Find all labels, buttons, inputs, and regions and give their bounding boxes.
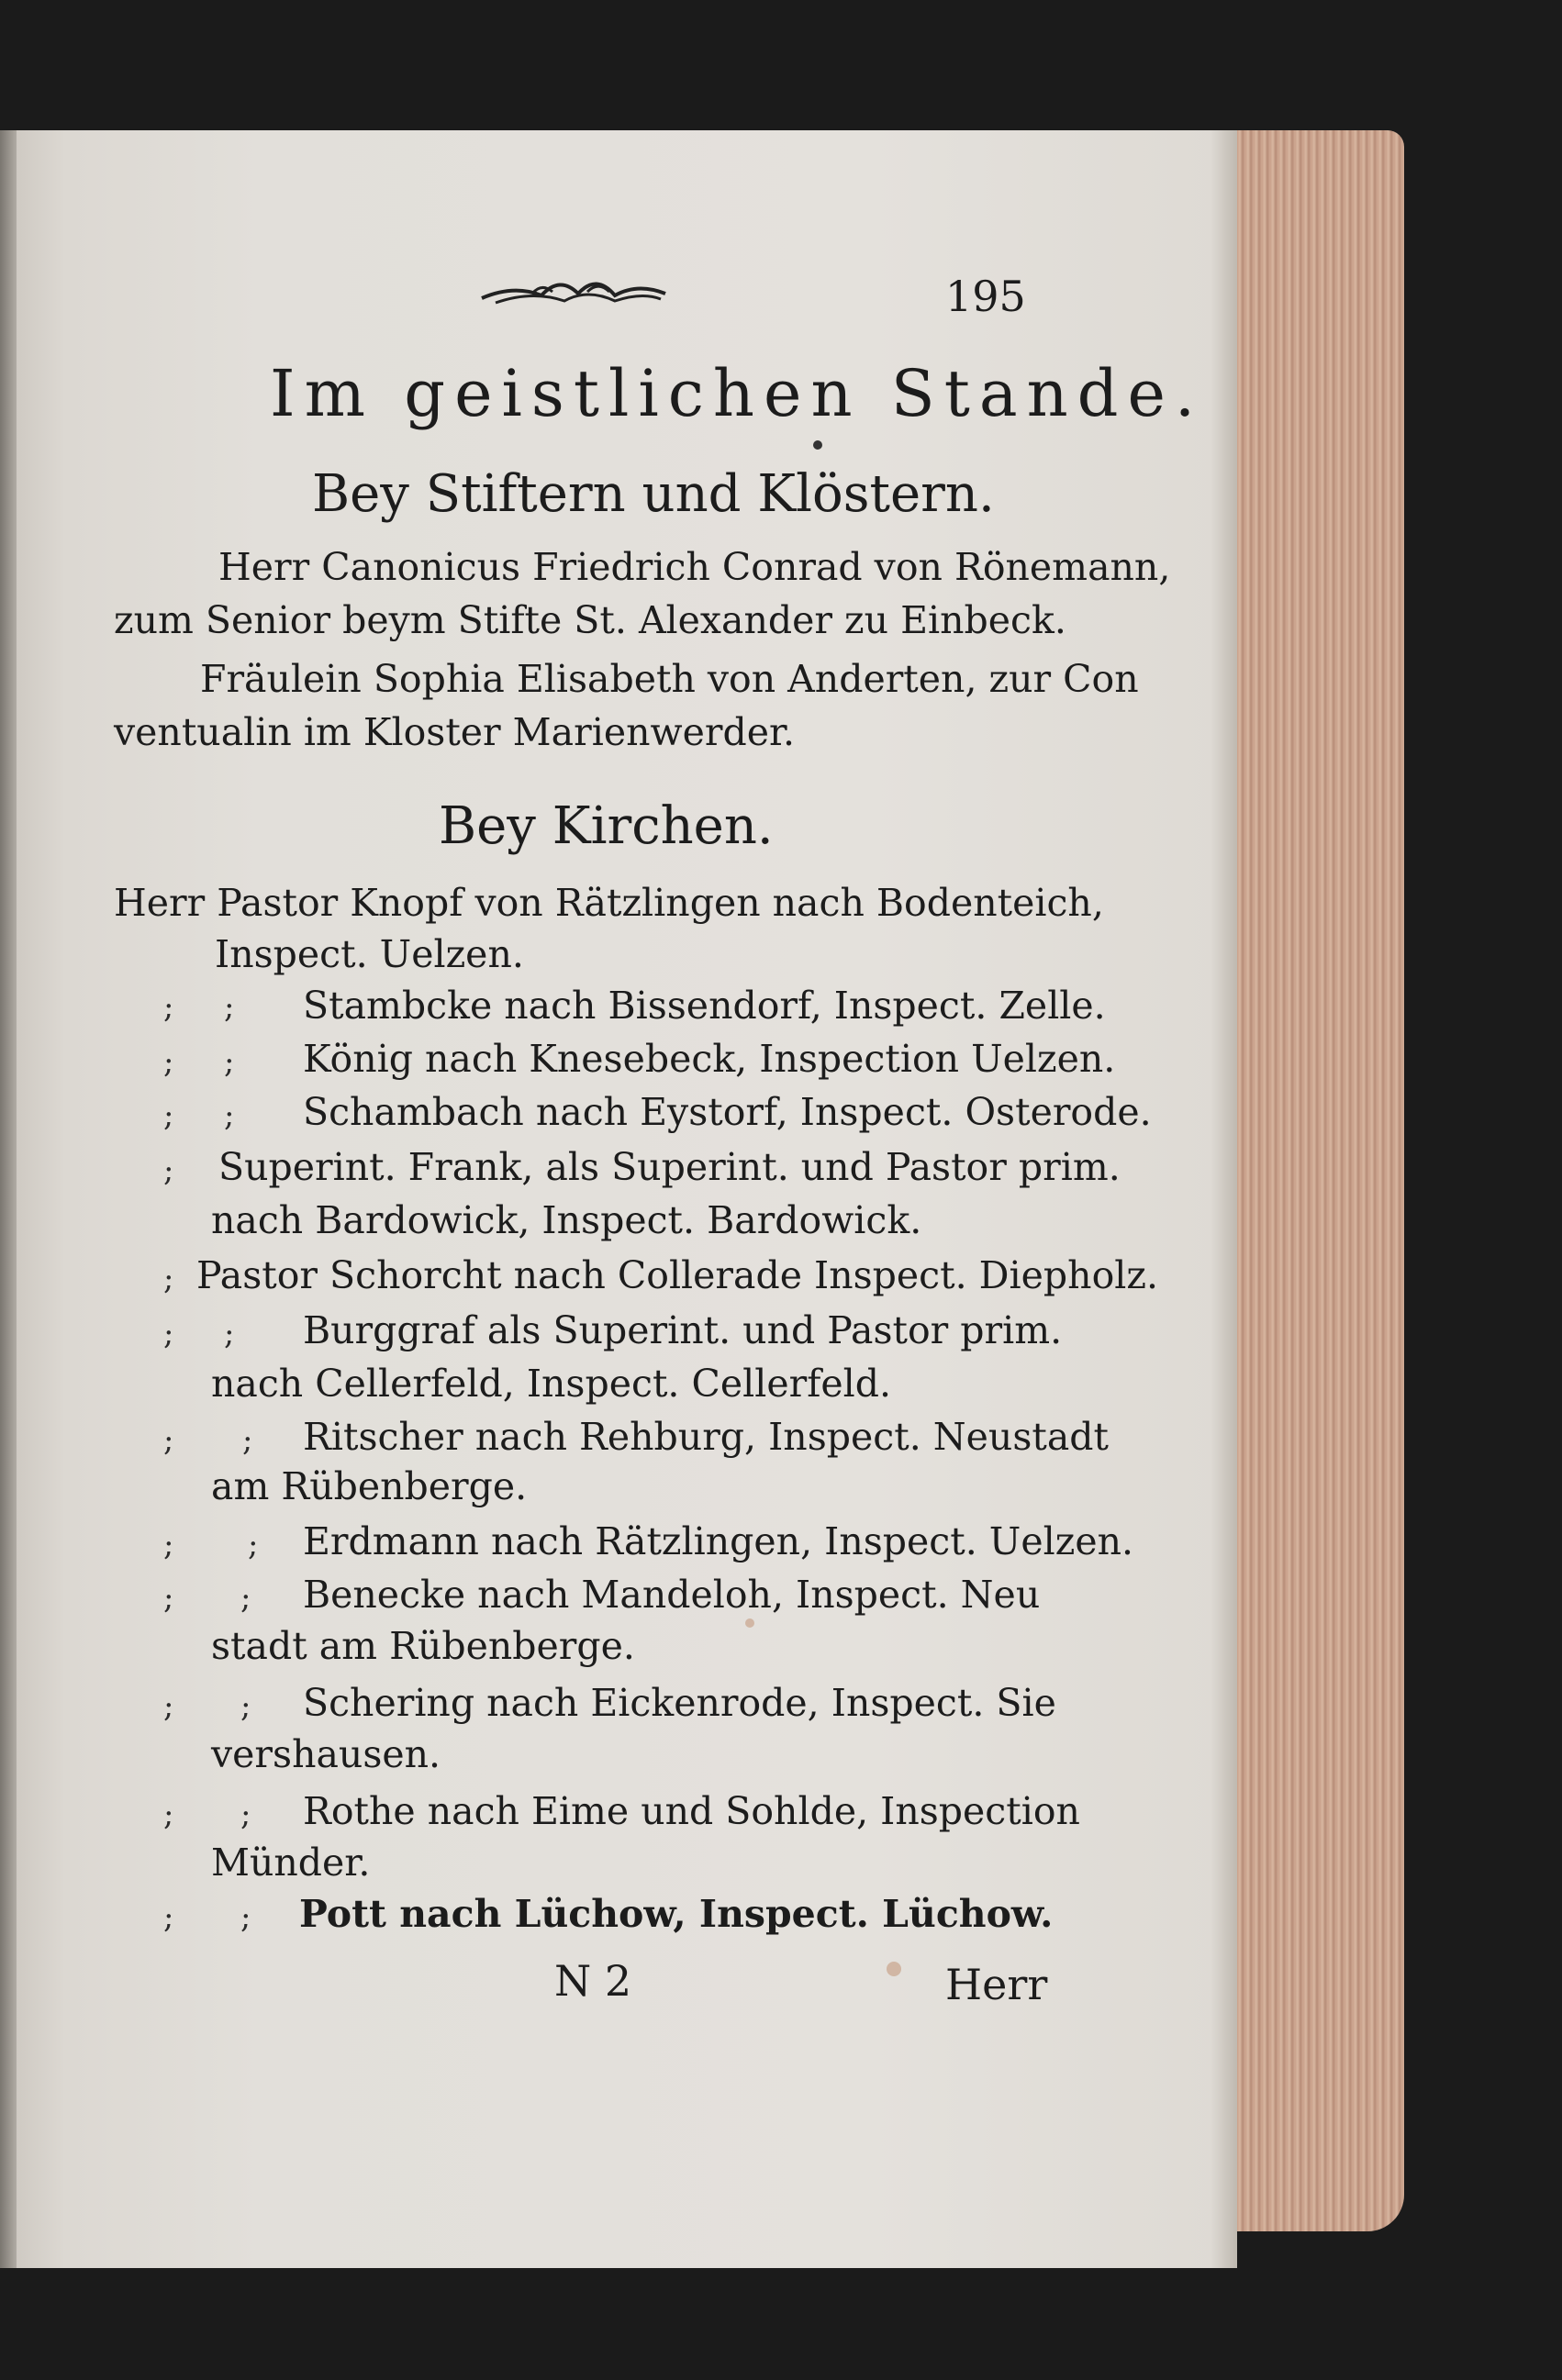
signature-mark: N 2 bbox=[554, 1956, 632, 2006]
entry-line: Inspect. Uelzen. bbox=[215, 932, 524, 976]
ditto-mark: ; bbox=[163, 989, 174, 1026]
ditto-mark: ; bbox=[163, 1580, 174, 1617]
ditto-mark: ; bbox=[240, 1899, 251, 1936]
ditto-mark: ; bbox=[163, 1261, 174, 1297]
entry-line: Herr Pastor Knopf von Rätzlingen nach Bodenteich, bbox=[114, 881, 1104, 925]
page-stain bbox=[745, 1618, 754, 1628]
entry-line: Ritscher nach Rehburg, Inspect. Neustadt bbox=[303, 1415, 1109, 1459]
entry-line: Benecke nach Mandeloh, Inspect. Neu bbox=[303, 1573, 1041, 1617]
page-right-edge bbox=[1211, 130, 1237, 2268]
ditto-mark: ; bbox=[163, 1044, 174, 1081]
ditto-mark: ; bbox=[240, 1580, 251, 1617]
entry-line: nach Cellerfeld, Inspect. Cellerfeld. bbox=[211, 1362, 892, 1406]
entry-line: Schambach nach Eystorf, Inspect. Osterode. bbox=[303, 1090, 1152, 1134]
entry-line: Münder. bbox=[211, 1841, 371, 1885]
ink-dot bbox=[813, 440, 822, 450]
entry-line: Pastor Schorcht nach Collerade Inspect. Diepholz. bbox=[196, 1253, 1159, 1297]
ditto-mark: ; bbox=[163, 1316, 174, 1352]
ditto-mark: ; bbox=[224, 1097, 235, 1134]
paragraph-line: Fräulein Sophia Elisabeth von Anderten, zur Con bbox=[200, 657, 1139, 701]
ornament-vignette bbox=[477, 266, 670, 321]
catchword: Herr bbox=[945, 1960, 1048, 2009]
ditto-mark: ; bbox=[163, 1527, 174, 1563]
entry-line: Schering nach Eickenrode, Inspect. Sie bbox=[303, 1681, 1056, 1725]
ditto-mark: ; bbox=[224, 1044, 235, 1081]
paragraph-line: zum Senior beym Stifte St. Alexander zu Einbeck. bbox=[114, 598, 1066, 642]
page-number: 195 bbox=[945, 272, 1026, 321]
ditto-mark: ; bbox=[163, 1688, 174, 1725]
ditto-mark: ; bbox=[163, 1097, 174, 1134]
entry-line: stadt am Rübenberge. bbox=[211, 1624, 635, 1668]
ditto-mark: ; bbox=[163, 1152, 174, 1189]
entry-line: Rothe nach Eime und Sohlde, Inspection bbox=[303, 1789, 1080, 1833]
ditto-mark: ; bbox=[163, 1899, 174, 1936]
book-block-edge bbox=[1221, 130, 1404, 2231]
section-heading-kirchen: Bey Kirchen. bbox=[439, 796, 774, 856]
ditto-mark: ; bbox=[163, 1422, 174, 1459]
ditto-mark: ; bbox=[224, 1316, 235, 1352]
page-stain bbox=[887, 1962, 901, 1976]
ditto-mark: ; bbox=[248, 1527, 259, 1563]
entry-line: vershausen. bbox=[211, 1732, 441, 1776]
entry-line: Burggraf als Superint. und Pastor prim. bbox=[303, 1308, 1063, 1352]
entry-line: Erdmann nach Rätzlingen, Inspect. Uelzen. bbox=[303, 1519, 1134, 1563]
page-title: Im geistlichen Stande. bbox=[270, 356, 1205, 431]
entry-line: am Rübenberge. bbox=[211, 1464, 528, 1508]
ditto-mark: ; bbox=[240, 1796, 251, 1833]
ditto-mark: ; bbox=[163, 1796, 174, 1833]
paragraph-line: ventualin im Kloster Marienwerder. bbox=[114, 710, 796, 754]
entry-line: Stambcke nach Bissendorf, Inspect. Zelle. bbox=[303, 984, 1106, 1028]
paragraph-line: Herr Canonicus Friedrich Conrad von Rönemann, bbox=[218, 545, 1171, 589]
ditto-mark: ; bbox=[242, 1422, 253, 1459]
ditto-mark: ; bbox=[224, 989, 235, 1026]
entry-line: König nach Knesebeck, Inspection Uelzen. bbox=[303, 1037, 1116, 1081]
entry-line: Superint. Frank, als Superint. und Pastor prim. bbox=[218, 1145, 1121, 1189]
ditto-mark: ; bbox=[240, 1688, 251, 1725]
section-heading-stiftern: Bey Stiftern und Klöstern. bbox=[312, 464, 995, 524]
entry-line: nach Bardowick, Inspect. Bardowick. bbox=[211, 1198, 922, 1242]
entry-line: Pott nach Lüchow, Inspect. Lüchow. bbox=[299, 1892, 1054, 1936]
